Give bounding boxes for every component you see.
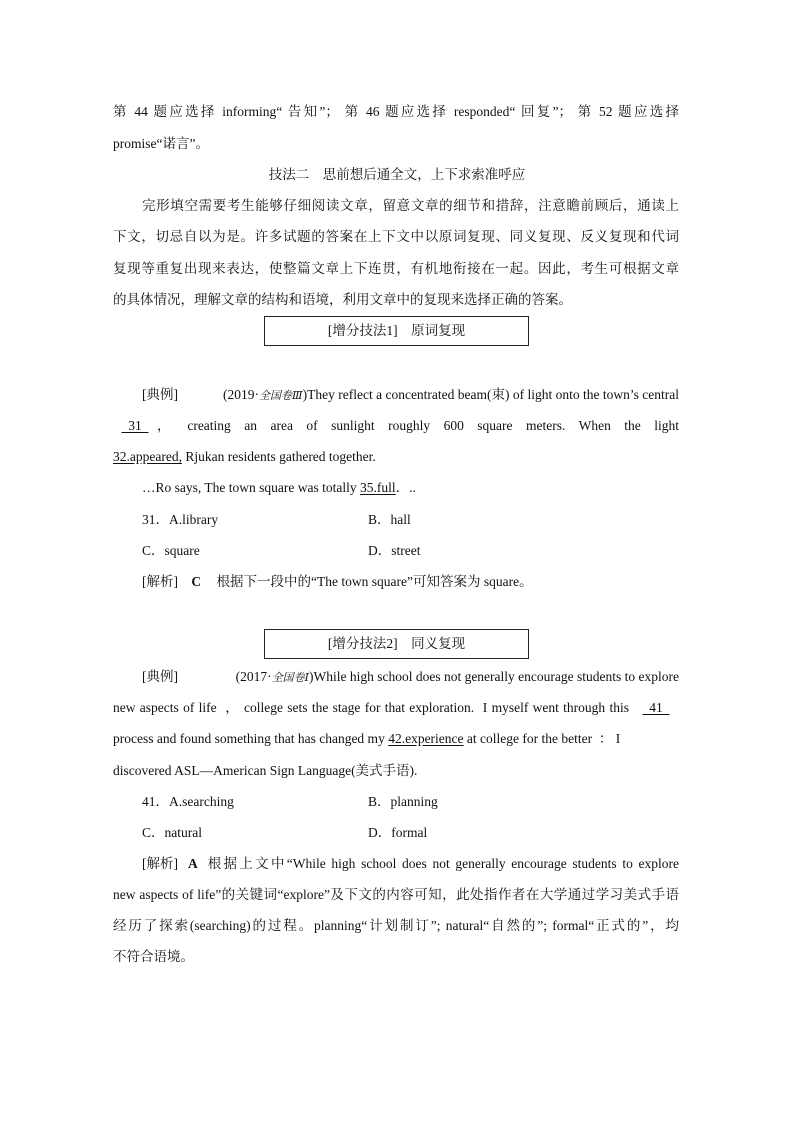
technique-para-line-1: 完形填空需要考生能够仔细阅读文章，留意文章的细节和措辞，注意瞻前顾后，通读上 <box>142 198 679 213</box>
skill2-analysis-line-1 <box>142 855 679 873</box>
skill1-option-c: C．square <box>142 543 200 558</box>
skill1-option-a: 31．A.library <box>142 512 219 527</box>
blank-35: 35.full <box>359 480 396 495</box>
skill1-example-line-3 <box>113 448 376 466</box>
example-source <box>223 386 679 405</box>
skill2-example-line-1 <box>142 668 679 687</box>
skill1-option-d: D．street <box>368 543 421 558</box>
intro-line-2: promise“诺言”。 <box>113 136 209 151</box>
skill2-example-line-3 <box>113 730 679 748</box>
example-text-4: …Ro says, The town square was totally <box>142 480 360 495</box>
skill2-option-c: C．natural <box>142 825 202 840</box>
skill2-option-b: B．planning <box>368 794 438 809</box>
analysis-tag: [解析] <box>142 856 178 871</box>
blank-31: 31 <box>121 418 149 433</box>
analysis-text: 根据下一段中的“The town square”可知答案为 square。 <box>216 574 533 589</box>
example-text-2: new aspects of life ， college sets the stage for that exploration. I myself went through this <box>113 700 629 715</box>
skill1-option-b: B．hall <box>368 512 411 527</box>
example-text-3: process and found something that has changed my <box>113 731 389 746</box>
source-name: 全国卷Ⅰ <box>271 672 309 684</box>
analysis-answer: A <box>188 856 198 871</box>
skill2-box: [增分技法2] 同义复现 <box>264 629 529 659</box>
skill2-option-d: D．formal <box>368 825 428 840</box>
skill2-analysis-line-4: 不符合语境。 <box>113 949 194 964</box>
skill1-example-line-1 <box>142 386 679 405</box>
example-text-3: Rjukan residents gathered together. <box>181 449 376 464</box>
example-tag: [典例] <box>142 669 178 684</box>
example-text-5: ．.. <box>395 480 416 495</box>
example-text-1: )While high school does not generally encourage students to explore <box>308 669 679 684</box>
blank-32: 32.appeared, <box>113 449 182 464</box>
example-text-1: )They reflect a concentrated beam(束) of light onto the town’s central <box>302 387 679 402</box>
source-year: (2019· <box>223 387 260 402</box>
skill1-example-line-2 <box>113 417 679 435</box>
skill2-analysis-line-2: new aspects of life”的关键词“explore”及下文的内容可知，此处指作者在大学通过学习美式手语 <box>113 887 679 902</box>
skill2-option-a: 41．A.searching <box>142 794 234 809</box>
intro-line-1: 第 44 题应选择 informing“ 告知”； 第 46 题应选择 responded“ 回复”； 第 52 题应选择 <box>113 104 679 119</box>
skill2-example-line-4: discovered ASL—American Sign Language(美式手语). <box>113 763 418 778</box>
skill1-box: [增分技法1] 原词复现 <box>264 316 529 346</box>
technique-para-line-4: 的具体情况，理解文章的结构和语境，利用文章中的复现来选择正确的答案。 <box>113 292 572 307</box>
blank-42: 42.experience <box>388 731 464 746</box>
analysis-tag: [解析] <box>142 574 178 589</box>
skill2-analysis-line-3: 经历了探索(searching)的过程。planning“计划制订”; natural“自然的”; formal“正式的”，均 <box>113 918 679 933</box>
technique-para-line-3: 复现等重复出现来表达，使整篇文章上下连贯，有机地衔接在一起。因此，考生可根据文章 <box>113 261 679 276</box>
source-year: (2017· <box>235 669 272 684</box>
example-tag: [典例] <box>142 387 178 402</box>
example-text-2: ， creating an area of sunlight roughly 600 square meters. When the light <box>157 418 679 433</box>
source-name: 全国卷Ⅲ <box>259 390 303 402</box>
analysis-answer: C <box>191 574 202 589</box>
blank-41: 41 <box>642 700 670 715</box>
technique-para-line-2: 下文，切忌自以为是。许多试题的答案在上下文中以原词复现、同义复现、反义复现和代词 <box>113 229 679 244</box>
skill1-example-line-4 <box>142 479 416 497</box>
skill2-example-line-2 <box>113 699 679 717</box>
example-text-4: at college for the better ： I <box>463 731 621 746</box>
analysis-text-1: 根据上文中“While high school does not generally encourage students to explore <box>207 856 679 871</box>
skill1-analysis <box>142 573 533 591</box>
example-source <box>236 668 679 687</box>
technique-title: 技法二 思前想后通全文，上下求索准呼应 <box>268 167 526 182</box>
